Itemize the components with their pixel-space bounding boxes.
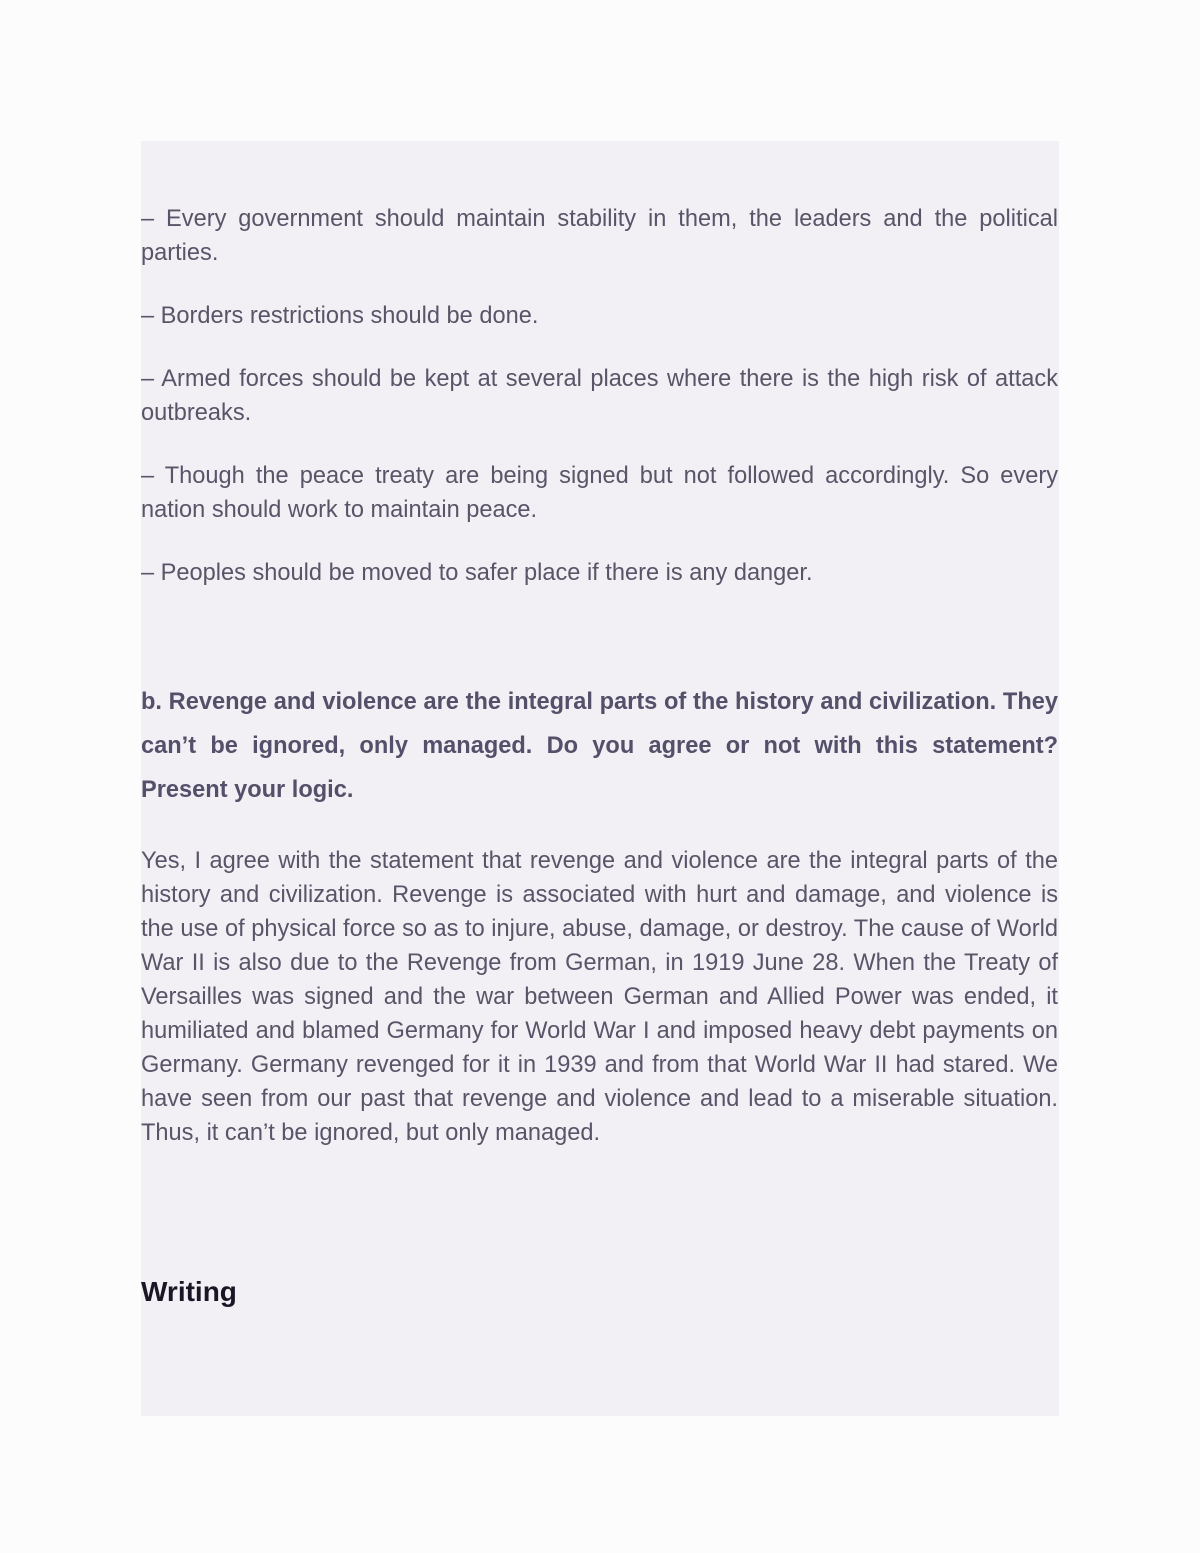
bullet-item: – Every government should maintain stability in them, the leaders and the political parties. — [141, 206, 1058, 266]
bullet-item: – Peoples should be moved to safer place if there is any danger. — [141, 560, 813, 586]
bullet-item: – Armed forces should be kept at several places where there is the high risk of attack outbreaks. — [141, 366, 1058, 426]
bullet-item: – Borders restrictions should be done. — [141, 303, 539, 329]
section-heading-writing: Writing — [141, 1276, 237, 1307]
question-heading: b. Revenge and violence are the integral parts of the history and civilization. They can’t be ignored, only managed. Do you agree or not with this statement? Present your logic. — [141, 689, 1058, 803]
bullet-item: – Though the peace treaty are being signed but not followed accordingly. So every nation should work to maintain peace. — [141, 463, 1058, 523]
answer-paragraph: Yes, I agree with the statement that revenge and violence are the integral parts of the history and civilization. Revenge is associated with hurt and damage, and violence is the use of physical force so as to injure, abuse, damage, or destroy. The cause of World War II is also due to the Revenge from German, in 1919 June 28. When the Treaty of Versailles was signed and the war between German and Allied Power was ended, it humiliated and blamed Germany for World War I and imposed heavy debt payments on Germany. Germany revenged for it in 1939 and from that World War II had stared. We have seen from our past that revenge and violence and lead to a miserable situation. Thus, it can’t be ignored, but only managed. — [141, 848, 1058, 1146]
